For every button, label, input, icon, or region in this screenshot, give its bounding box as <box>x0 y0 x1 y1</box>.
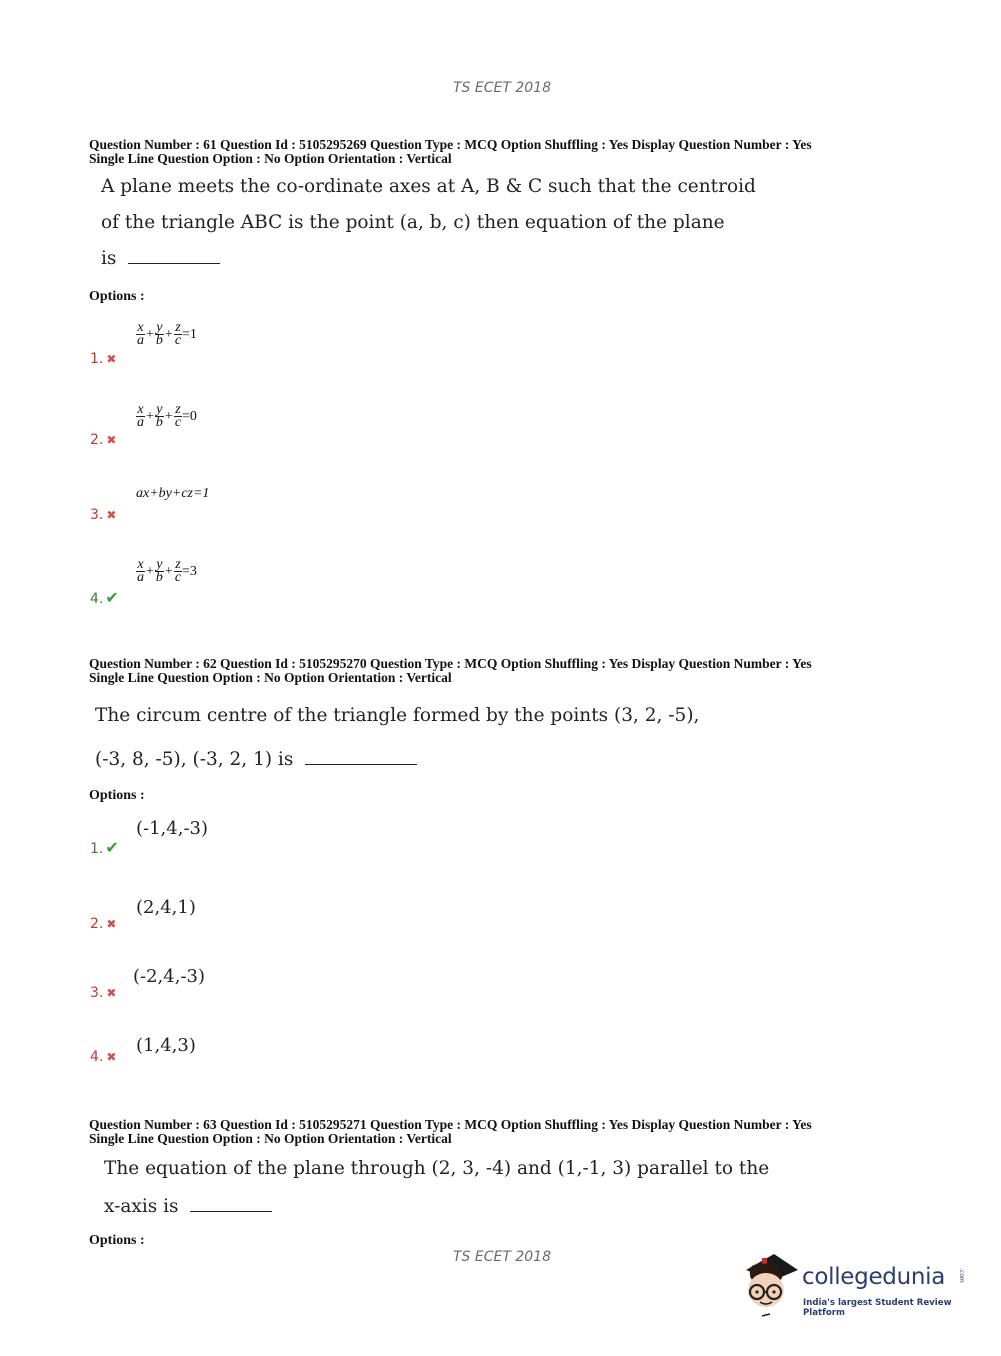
question-63-meta-line1: Question Number : 63 Question Id : 5105295271 Question Type : MCQ Option Shuffling : Yes Display Question Number : Yes <box>89 1117 812 1132</box>
option-number: 2. <box>90 916 104 932</box>
numerator: x <box>137 557 144 572</box>
wrong-icon: ✖ <box>106 508 117 522</box>
denominator: a <box>137 570 144 585</box>
option-number: 4. <box>90 591 104 607</box>
correct-check-icon: ✔ <box>105 588 119 607</box>
wrong-icon: ✖ <box>106 986 117 1000</box>
denominator: c <box>174 415 182 430</box>
numerator: z <box>175 557 181 572</box>
question-62-meta-line1: Question Number : 62 Question Id : 5105295270 Question Type : MCQ Option Shuffling : Yes Display Question Number : Yes <box>89 656 812 671</box>
fraction-z-over-c <box>174 322 182 347</box>
q62-option-3-number <box>90 985 116 1001</box>
fraction-x-over-a <box>136 322 145 347</box>
question-61-meta-line1: Question Number : 61 Question Id : 5105295269 Question Type : MCQ Option Shuffling : Yes Display Question Number : Yes <box>89 137 812 152</box>
numerator: z <box>175 402 181 417</box>
question-61-text-line3-word: is <box>101 248 117 269</box>
page-header: TS ECET 2018 <box>453 80 551 96</box>
logo-dotcom: .com <box>958 1268 965 1283</box>
option-number: 3. <box>90 507 104 523</box>
plus-sign: + <box>164 563 173 579</box>
question-63-meta-line2: Single Line Question Option : No Option Orientation : Vertical <box>89 1131 452 1146</box>
fraction-x-over-a <box>136 404 145 429</box>
answer-blank <box>128 262 220 264</box>
question-61-text-line1: A plane meets the co-ordinate axes at A, B & C such that the centroid <box>101 176 756 197</box>
fraction-y-over-b <box>155 322 164 347</box>
options-label: Options : <box>89 289 145 304</box>
question-62-text-line2 <box>95 749 417 770</box>
page-footer: TS ECET 2018 <box>453 1249 551 1265</box>
denominator: b <box>155 415 163 430</box>
numerator: y <box>156 320 163 335</box>
option-number: 1. <box>90 351 104 367</box>
q61-option-4-number <box>90 588 119 607</box>
wrong-icon: ✖ <box>106 917 117 931</box>
q61-option-2-number <box>90 432 116 448</box>
wrong-icon: ✖ <box>106 1050 117 1064</box>
fraction-x-over-a <box>136 559 145 584</box>
numerator: z <box>175 320 181 335</box>
q62-option-1-text: (-1,4,-3) <box>136 818 209 839</box>
option-number: 4. <box>90 1049 104 1065</box>
question-63-text-line1: The equation of the plane through (2, 3, -4) and (1,-1, 3) parallel to the <box>104 1158 770 1179</box>
equation-rhs: =0 <box>182 408 197 424</box>
question-61-meta-line2: Single Line Question Option : No Option Orientation : Vertical <box>89 151 452 166</box>
q62-option-3-text: (-2,4,-3) <box>133 966 206 987</box>
denominator: c <box>174 570 182 585</box>
q61-option-1-formula <box>136 322 197 347</box>
numerator: y <box>156 557 163 572</box>
numerator: x <box>137 320 144 335</box>
fraction-y-over-b <box>155 404 164 429</box>
option-number: 1. <box>90 841 104 857</box>
numerator: y <box>156 402 163 417</box>
q61-option-2-formula <box>136 404 197 429</box>
q62-option-4-text: (1,4,3) <box>136 1035 196 1056</box>
q61-option-3-number <box>90 507 116 523</box>
denominator: c <box>174 333 182 348</box>
plus-sign: + <box>146 408 154 424</box>
fraction-z-over-c <box>174 559 182 584</box>
fraction-z-over-c <box>174 404 182 429</box>
logo-tagline: India's largest Student Review Platform <box>803 1298 952 1318</box>
denominator: b <box>155 333 163 348</box>
answer-blank <box>190 1210 272 1212</box>
equation-rhs: =1 <box>182 326 197 342</box>
equation-rhs: =3 <box>182 563 197 579</box>
q61-option-3-formula: ax+by+cz=1 <box>136 486 210 501</box>
option-number: 2. <box>90 432 104 448</box>
logo-wordmark: collegedunia <box>802 1264 946 1290</box>
wrong-icon: ✖ <box>106 352 117 366</box>
collegedunia-logo <box>740 1250 970 1320</box>
question-61-text-line2: of the triangle ABC is the point (a, b, c) then equation of the plane <box>101 212 725 233</box>
denominator: a <box>137 333 144 348</box>
plus-sign: + <box>164 408 173 424</box>
question-62-meta-line2: Single Line Question Option : No Option Orientation : Vertical <box>89 670 452 685</box>
q61-option-4-formula <box>136 559 197 584</box>
option-number: 3. <box>90 985 104 1001</box>
fraction-y-over-b <box>155 559 164 584</box>
q61-option-1-number <box>90 351 116 367</box>
wrong-icon: ✖ <box>106 433 117 447</box>
numerator: x <box>137 402 144 417</box>
options-label: Options : <box>89 788 145 803</box>
plus-sign: + <box>164 326 173 342</box>
question-61-text-line3 <box>101 248 220 269</box>
q62-option-2-number <box>90 916 116 932</box>
q62-option-2-text: (2,4,1) <box>136 897 196 918</box>
question-62-text-line2-words: (-3, 8, -5), (-3, 2, 1) is <box>95 749 294 770</box>
plus-sign: + <box>146 326 154 342</box>
denominator: b <box>155 570 163 585</box>
q62-option-1-number <box>90 838 119 857</box>
plus-sign: + <box>146 563 154 579</box>
correct-check-icon: ✔ <box>105 838 119 857</box>
denominator: a <box>137 415 144 430</box>
question-62-text-line1: The circum centre of the triangle formed by the points (3, 2, -5), <box>95 705 700 726</box>
student-mascot-icon <box>740 1250 802 1320</box>
q62-option-4-number <box>90 1049 116 1065</box>
question-63-text-line2 <box>104 1196 272 1217</box>
question-63-text-line2-words: x-axis is <box>104 1196 179 1217</box>
answer-blank <box>305 763 417 765</box>
options-label: Options : <box>89 1233 145 1248</box>
